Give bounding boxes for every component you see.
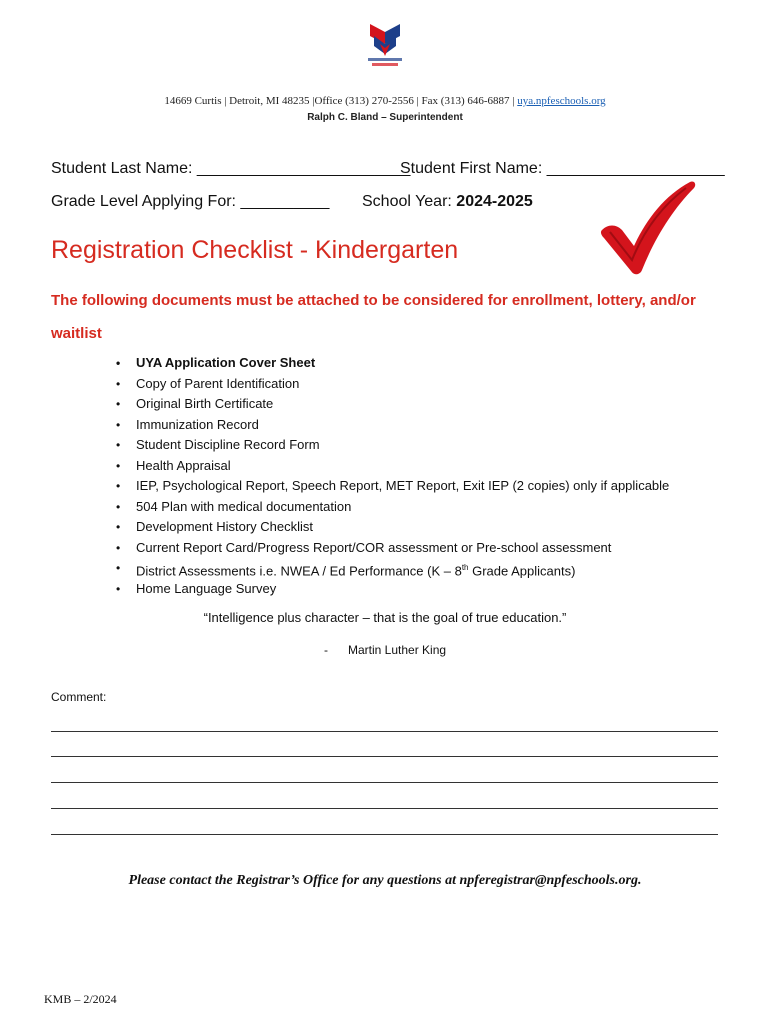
list-item [116,457,669,478]
list-item-text: Home Language Survey [136,580,277,596]
list-item [116,539,669,560]
comment-line[interactable] [51,808,718,809]
address-text: 14669 Curtis | Detroit, MI 48235 |Office (313) 270-2556 | Fax (313) 646-6887 | [164,95,518,107]
quote-attribution [324,643,446,657]
bullet: • [116,458,121,473]
bullet: • [116,540,121,555]
list-item [116,518,669,539]
bullet: • [116,376,121,391]
school-year-label: School Year: [362,193,457,210]
list-item-text: 504 Plan with medical documentation [136,498,352,514]
comment-line[interactable] [51,756,718,757]
attribution-dash: - [324,643,328,657]
comment-label: Comment: [51,690,107,704]
list-item-text: Copy of Parent Identification [136,375,300,391]
uya-logo-icon [366,22,404,68]
list-item [116,559,669,580]
comment-line[interactable] [51,782,718,783]
list-item-text: Current Report Card/Progress Report/COR assessment or Pre-school assessment [136,539,612,555]
list-item-text: Original Birth Certificate [136,396,274,411]
bullet: • [116,417,121,432]
attribution-name: Martin Luther King [348,643,447,657]
list-item-text: UYA Application Cover Sheet [136,355,316,370]
page-subtitle: The following documents must be attached to be considered for enrollment, lottery, and/or waitlist [51,292,696,342]
list-item-text: Health Appraisal [136,457,231,473]
superscript: th [461,563,469,572]
list-item [116,580,669,601]
student-first-name-field[interactable]: Student First Name: ____________________ [400,160,725,177]
website-link[interactable]: uya.npfeschools.org [517,95,606,107]
list-item-text-tail: Grade Applicants) [468,563,576,579]
list-item [116,395,669,416]
list-item [116,416,669,437]
list-item [116,436,669,457]
bullet: • [116,438,121,452]
bullet: • [116,520,121,534]
bullet: • [116,397,121,411]
grade-level-field[interactable]: Grade Level Applying For: __________ [51,193,330,210]
document-checklist [116,354,669,600]
superintendent-line: Ralph C. Bland – Superintendent [307,112,463,123]
bullet: • [116,479,121,493]
list-item [116,498,669,519]
footer-code: KMB – 2/2024 [44,992,117,1006]
registrar-contact: Please contact the Registrar’s Office for any questions at npferegistrar@npfeschools.org. [128,873,642,888]
list-item-text: Development History Checklist [136,519,314,534]
school-year [362,193,533,211]
bullet: • [116,561,121,575]
list-item-text: Student Discipline Record Form [136,437,320,452]
red-checkmark-icon [598,180,698,276]
list-item-text: IEP, Psychological Report, Speech Report, MET Report, Exit IEP (2 copies) only if applicable [136,478,670,493]
list-item-text: District Assessments i.e. NWEA / Ed Performance (K – 8 [136,563,462,579]
bullet: • [116,499,121,514]
list-item-text: Immunization Record [136,416,259,432]
page-title: Registration Checklist - Kindergarten [51,236,459,264]
school-address [0,95,770,107]
list-item [116,354,669,375]
list-item [116,477,669,498]
comment-line[interactable] [51,731,718,732]
bullet: • [116,356,121,370]
quote: “Intelligence plus character – that is the goal of true education.” [203,610,567,625]
school-year-value: 2024-2025 [456,193,533,210]
comment-line[interactable] [51,834,718,835]
student-last-name-field[interactable]: Student Last Name: ________________________ [51,160,411,177]
bullet: • [116,581,121,596]
list-item [116,375,669,396]
